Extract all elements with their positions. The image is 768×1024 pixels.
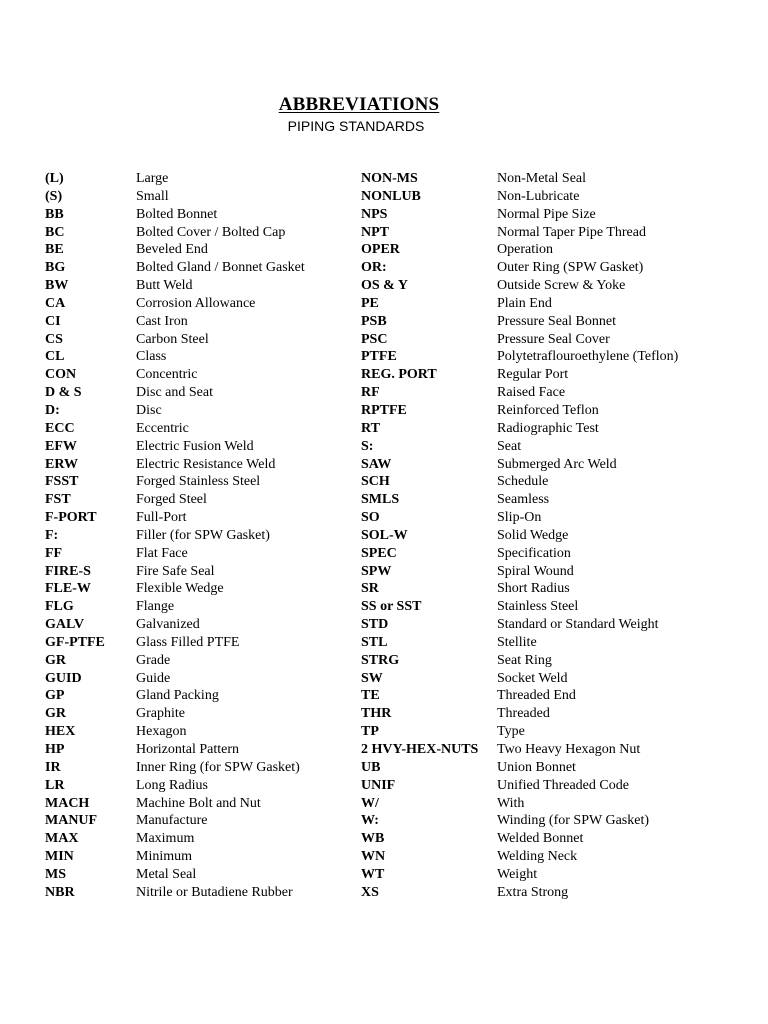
abbreviation-definition: Disc — [136, 402, 162, 418]
abbreviation-term: CA — [45, 295, 66, 311]
abbreviation-definition: Unified Threaded Code — [497, 777, 629, 793]
abbreviation-definition: Inner Ring (for SPW Gasket) — [136, 759, 300, 775]
abbreviation-definition: Manufacture — [136, 813, 208, 829]
abbreviation-definition: Socket Weld — [497, 670, 568, 686]
abbreviation-term: F: — [45, 527, 59, 543]
abbreviation-definition: With — [497, 795, 525, 811]
abbreviation-term: CON — [45, 367, 77, 383]
abbreviation-term: W/ — [361, 795, 379, 811]
abbreviation-definition: Full-Port — [136, 510, 187, 526]
abbreviation-term: PSC — [361, 331, 388, 347]
abbreviation-term: RF — [361, 385, 380, 401]
abbreviation-definition: Radiographic Test — [497, 420, 599, 436]
abbreviation-term: STD — [361, 617, 389, 633]
abbreviation-term: GF-PTFE — [45, 634, 105, 650]
abbreviation-definition: Raised Face — [497, 385, 566, 401]
abbreviation-definition: Welded Bonnet — [497, 831, 584, 847]
abbreviation-definition: Short Radius — [497, 581, 570, 597]
abbreviation-term: FLG — [45, 599, 74, 615]
abbreviation-term: MIN — [45, 849, 74, 865]
abbreviation-term: D: — [45, 402, 60, 418]
abbreviation-definition: Outside Screw & Yoke — [497, 278, 626, 294]
abbreviation-term: BW — [45, 278, 69, 294]
abbreviation-definition: Solid Wedge — [497, 527, 569, 543]
abbreviation-definition: Stainless Steel — [497, 599, 579, 615]
abbreviation-definition: Two Heavy Hexagon Nut — [497, 742, 641, 757]
abbreviation-definition: Long Radius — [136, 777, 208, 793]
abbreviation-definition: Stellite — [497, 634, 537, 650]
abbreviation-definition: Plain End — [497, 295, 552, 311]
document-subtitle: PIPING STANDARDS — [287, 118, 425, 134]
abbreviation-definition: Schedule — [497, 474, 549, 490]
abbreviation-definition: Large — [136, 171, 169, 186]
abbreviation-definition: Non-Metal Seal — [497, 171, 587, 186]
abbreviation-term: UNIF — [361, 777, 396, 793]
abbreviation-term: TP — [361, 724, 379, 740]
abbreviation-term: UB — [361, 759, 381, 775]
abbreviation-definition: Spiral Wound — [497, 563, 574, 579]
abbreviation-term: FF — [45, 545, 63, 561]
abbreviation-definition: Nitrile or Butadiene Rubber — [136, 884, 293, 900]
abbreviation-definition: Welding Neck — [497, 849, 578, 865]
abbreviation-term: FLE-W — [45, 581, 91, 597]
abbreviation-definition: Pressure Seal Cover — [497, 331, 610, 347]
abbreviation-term: REG. PORT — [361, 367, 437, 383]
abbreviation-term: MS — [45, 866, 66, 882]
abbreviation-term: WN — [361, 849, 386, 865]
abbreviation-term: W: — [361, 813, 379, 829]
abbreviation-definition: Flat Face — [136, 545, 188, 561]
abbreviation-definition: Seat — [497, 438, 522, 454]
abbreviation-term: WT — [361, 866, 385, 882]
abbreviation-term: OS & Y — [361, 278, 408, 294]
abbreviation-term: SO — [361, 510, 380, 526]
abbreviation-term: PTFE — [361, 349, 397, 365]
abbreviation-definition: Cast Iron — [136, 313, 188, 329]
abbreviation-definition: Weight — [497, 866, 538, 882]
abbreviation-term: SCH — [361, 474, 390, 490]
abbreviation-definition: Fire Safe Seal — [136, 563, 215, 579]
abbreviation-definition: Small — [136, 188, 169, 204]
abbreviation-term: SR — [361, 581, 379, 597]
abbreviation-term: BB — [45, 206, 64, 222]
abbreviation-definition: Threaded End — [497, 688, 576, 704]
document-title: ABBREVIATIONS — [278, 94, 440, 115]
abbreviation-term: ERW — [45, 456, 78, 472]
abbreviation-term: SS or SST — [361, 599, 422, 615]
abbreviation-definition: Operation — [497, 242, 553, 258]
abbreviation-definition: Seat Ring — [497, 652, 552, 668]
abbreviation-term: PSB — [361, 313, 387, 329]
abbreviation-term: GP — [45, 688, 65, 704]
abbreviation-term: NBR — [45, 884, 75, 900]
abbreviation-definition: Extra Strong — [497, 884, 569, 900]
abbreviation-term: PE — [361, 295, 379, 311]
abbreviation-definition: Corrosion Allowance — [136, 295, 256, 311]
abbreviation-term: MANUF — [45, 813, 98, 829]
abbreviation-term: (L) — [45, 171, 64, 186]
abbreviation-term: STRG — [361, 652, 400, 668]
abbreviation-definition: Maximum — [136, 831, 195, 847]
abbreviation-term: OR: — [361, 260, 387, 276]
abbreviation-definition: Winding (for SPW Gasket) — [497, 813, 649, 829]
abbreviation-term: (S) — [45, 188, 63, 204]
abbreviation-definition: Reinforced Teflon — [497, 402, 599, 418]
abbreviation-term: NPS — [361, 206, 388, 222]
abbreviation-term: SPEC — [361, 545, 397, 561]
abbreviation-definition: Grade — [136, 652, 171, 668]
abbreviation-definition: Bolted Gland / Bonnet Gasket — [136, 260, 305, 276]
abbreviation-definition: Union Bonnet — [497, 759, 576, 775]
abbreviation-term: OPER — [361, 242, 400, 258]
abbreviation-term: D & S — [45, 385, 82, 401]
abbreviation-definition: Electric Fusion Weld — [136, 438, 254, 454]
abbreviation-term: GUID — [45, 670, 82, 686]
abbreviation-definition: Type — [497, 724, 525, 740]
abbreviation-term: HEX — [45, 724, 76, 740]
abbreviation-definition: Butt Weld — [136, 278, 193, 294]
abbreviation-definition: Galvanized — [136, 617, 200, 633]
abbreviation-definition: Eccentric — [136, 420, 189, 436]
abbreviation-definition: Filler (for SPW Gasket) — [136, 527, 270, 543]
abbreviation-term: CS — [45, 331, 63, 347]
abbreviation-term: MAX — [45, 831, 79, 847]
abbreviation-definition: Concentric — [136, 367, 198, 383]
abbreviation-term: TE — [361, 688, 380, 704]
abbreviation-term: MACH — [45, 795, 90, 811]
abbreviation-definition: Disc and Seat — [136, 385, 213, 401]
abbreviation-term: FST — [45, 492, 71, 508]
abbreviation-term: XS — [361, 884, 379, 900]
abbreviation-term: SW — [361, 670, 383, 686]
abbreviation-term: CL — [45, 349, 65, 365]
abbreviation-term: IR — [45, 759, 61, 775]
abbreviation-term: LR — [45, 777, 65, 793]
abbreviation-term: RT — [361, 420, 380, 436]
abbreviation-definition: Minimum — [136, 849, 193, 865]
abbreviation-term: FSST — [45, 474, 79, 490]
abbreviation-definition: Slip-On — [497, 510, 542, 526]
abbreviation-term: STL — [361, 634, 388, 650]
abbreviation-term: S: — [361, 438, 374, 454]
abbreviation-definition: Non-Lubricate — [497, 188, 580, 204]
abbreviation-term: SAW — [361, 456, 392, 472]
abbreviation-term: EFW — [45, 438, 77, 454]
abbreviation-term: CI — [45, 313, 61, 329]
abbreviation-definition: Bolted Bonnet — [136, 206, 218, 222]
abbreviation-term: SMLS — [361, 492, 400, 508]
abbreviation-definition: Normal Taper Pipe Thread — [497, 224, 646, 240]
abbreviation-definition: Class — [136, 349, 167, 365]
abbreviation-definition: Normal Pipe Size — [497, 206, 596, 222]
abbreviation-definition: Regular Port — [497, 367, 569, 383]
abbreviation-term: NONLUB — [361, 188, 421, 204]
abbreviation-term: FIRE-S — [45, 563, 91, 579]
abbreviation-term: NPT — [361, 224, 389, 240]
abbreviation-term: BG — [45, 260, 66, 276]
abbreviation-definition: Specification — [497, 545, 571, 561]
abbreviation-definition: Carbon Steel — [136, 331, 209, 347]
abbreviation-definition: Graphite — [136, 706, 185, 722]
abbreviation-term: F-PORT — [45, 510, 97, 526]
abbreviation-term: RPTFE — [361, 402, 407, 418]
abbreviation-definition: Bolted Cover / Bolted Cap — [136, 224, 286, 240]
abbreviation-term: WB — [361, 831, 385, 847]
abbreviation-definition: Forged Steel — [136, 492, 207, 508]
abbreviation-term: GR — [45, 652, 66, 668]
abbreviation-definition: Machine Bolt and Nut — [136, 795, 261, 811]
abbreviation-definition: Pressure Seal Bonnet — [497, 313, 616, 329]
abbreviation-definition: Forged Stainless Steel — [136, 474, 261, 490]
abbreviation-term: THR — [361, 706, 392, 722]
abbreviation-definition: Threaded — [497, 706, 550, 722]
abbreviation-definition: Metal Seal — [136, 866, 197, 882]
abbreviation-term: NON-MS — [361, 171, 418, 186]
abbreviation-term: GALV — [45, 617, 85, 633]
abbreviation-term: SOL-W — [361, 527, 408, 543]
abbreviation-definition: Outer Ring (SPW Gasket) — [497, 260, 644, 276]
abbreviation-term: ECC — [45, 420, 75, 436]
abbreviation-term: GR — [45, 706, 66, 722]
abbreviation-definition: Submerged Arc Weld — [497, 456, 617, 472]
abbreviation-term: BC — [45, 224, 65, 240]
abbreviation-term: BE — [45, 242, 64, 258]
abbreviation-definition: Hexagon — [136, 724, 187, 740]
abbreviation-definition: Beveled End — [136, 242, 208, 258]
abbreviation-definition: Standard or Standard Weight — [497, 617, 659, 633]
abbreviation-term: 2 HVY-HEX-NUTS — [361, 742, 479, 757]
abbreviation-definition: Polytetraflouroethylene (Teflon) — [497, 349, 679, 365]
abbreviation-definition: Flexible Wedge — [136, 581, 224, 597]
abbreviation-definition: Guide — [136, 670, 171, 686]
abbreviation-definition: Seamless — [497, 492, 550, 508]
abbreviation-definition: Glass Filled PTFE — [136, 634, 240, 650]
abbreviation-definition: Flange — [136, 599, 175, 615]
abbreviation-definition: Gland Packing — [136, 688, 219, 704]
abbreviation-term: HP — [45, 742, 65, 757]
abbreviation-term: SPW — [361, 563, 392, 579]
abbreviation-definition: Electric Resistance Weld — [136, 456, 276, 472]
abbreviation-definition: Horizontal Pattern — [136, 742, 240, 757]
